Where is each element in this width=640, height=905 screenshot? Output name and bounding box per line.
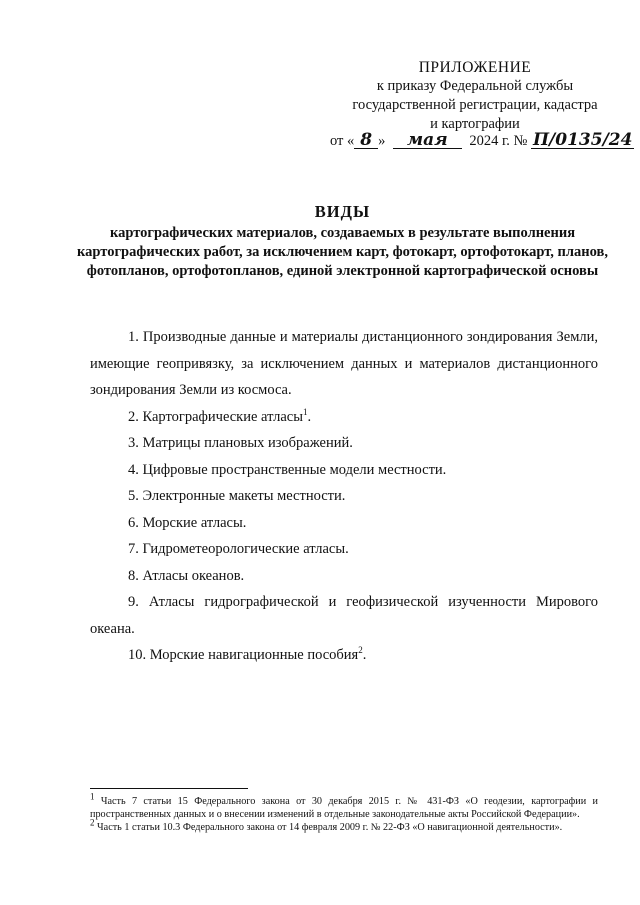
list-item [90, 430, 598, 457]
list-item-text: 2. Картографические атласы [128, 408, 303, 425]
footnote [90, 791, 598, 821]
list-item-text: 5. Электронные макеты местности. [128, 488, 346, 504]
list-item-end: . [307, 408, 312, 425]
order-year: 2024 г. № [469, 133, 528, 149]
order-month: мая [393, 132, 462, 149]
footnote-ref: 1 [302, 406, 308, 417]
list-item [90, 589, 598, 642]
footnotes [90, 791, 598, 835]
list-item [90, 536, 598, 563]
list-item-text: 8. Атласы океанов. [128, 567, 245, 584]
list-item-text: 7. Гидрометеорологические атласы. [128, 541, 349, 557]
list-item-text: 9. Атласы гидрографической и геофизической изученности Мирового океана. [90, 594, 598, 637]
footnote-text: Часть 1 статьи 10.3 Федерального закона от 14 февраля 2009 г. № 22-ФЗ «О навигационной деятельности». [94, 822, 563, 834]
document-subtitle: картографических материалов, создаваемых в результате выполнения картографических работ, за исключением карт, фотокарт, ортофотокарт, планов, фотопланов, ортофотопланов, единой электронной картографической основы [77, 225, 608, 279]
footnote-mark: 2 [90, 818, 95, 829]
document-heading [70, 202, 615, 281]
list-item [90, 404, 598, 431]
list-item-text: 4. Цифровые пространственные модели местности. [128, 461, 447, 478]
list-item-end: . [362, 647, 367, 663]
list-item-text: 10. Морские навигационные пособия [128, 647, 359, 663]
list-item [90, 457, 598, 484]
order-date-line [330, 130, 633, 150]
list-item [90, 563, 598, 590]
footnote-text: Часть 7 статьи 15 Федерального закона от 30 декабря 2015 г. № 431-ФЗ «О геодезии, картографии и пространственных данных и о внесении изменений в отдельные законодательные акты Российской Федерации». [90, 796, 598, 821]
list-item [90, 642, 598, 669]
order-day: 8 [354, 132, 378, 149]
annex-title: ПРИЛОЖЕНИЕ [418, 59, 532, 76]
document-title: ВИДЫ [314, 202, 371, 221]
list-item [90, 483, 598, 510]
annex-line-1: к приказу Федеральной службы [376, 78, 574, 94]
annex-block [330, 58, 620, 134]
annex-line-3: и картографии [430, 116, 520, 132]
date-mid: » [378, 133, 386, 149]
footnote-ref: 2 [358, 645, 363, 656]
date-prefix: от « [330, 133, 355, 149]
item-list [90, 324, 598, 669]
footnote-mark: 1 [90, 791, 95, 802]
footnote [90, 818, 598, 834]
list-item [90, 324, 598, 404]
list-item-text: 6. Морские атласы. [128, 514, 247, 531]
annex-line-2: государственной регистрации, кадастра [352, 97, 598, 113]
footnote-divider [90, 788, 248, 789]
list-item-text: 3. Матрицы плановых изображений. [128, 435, 353, 451]
list-item [90, 510, 598, 537]
order-number: П/0135/24 [533, 130, 633, 150]
list-item-text: 1. Производные данные и материалы дистанционного зондирования Земли, имеющие геопривязку, за исключением данных и материалов дистанционного зондирования Земли из космоса. [90, 329, 598, 398]
